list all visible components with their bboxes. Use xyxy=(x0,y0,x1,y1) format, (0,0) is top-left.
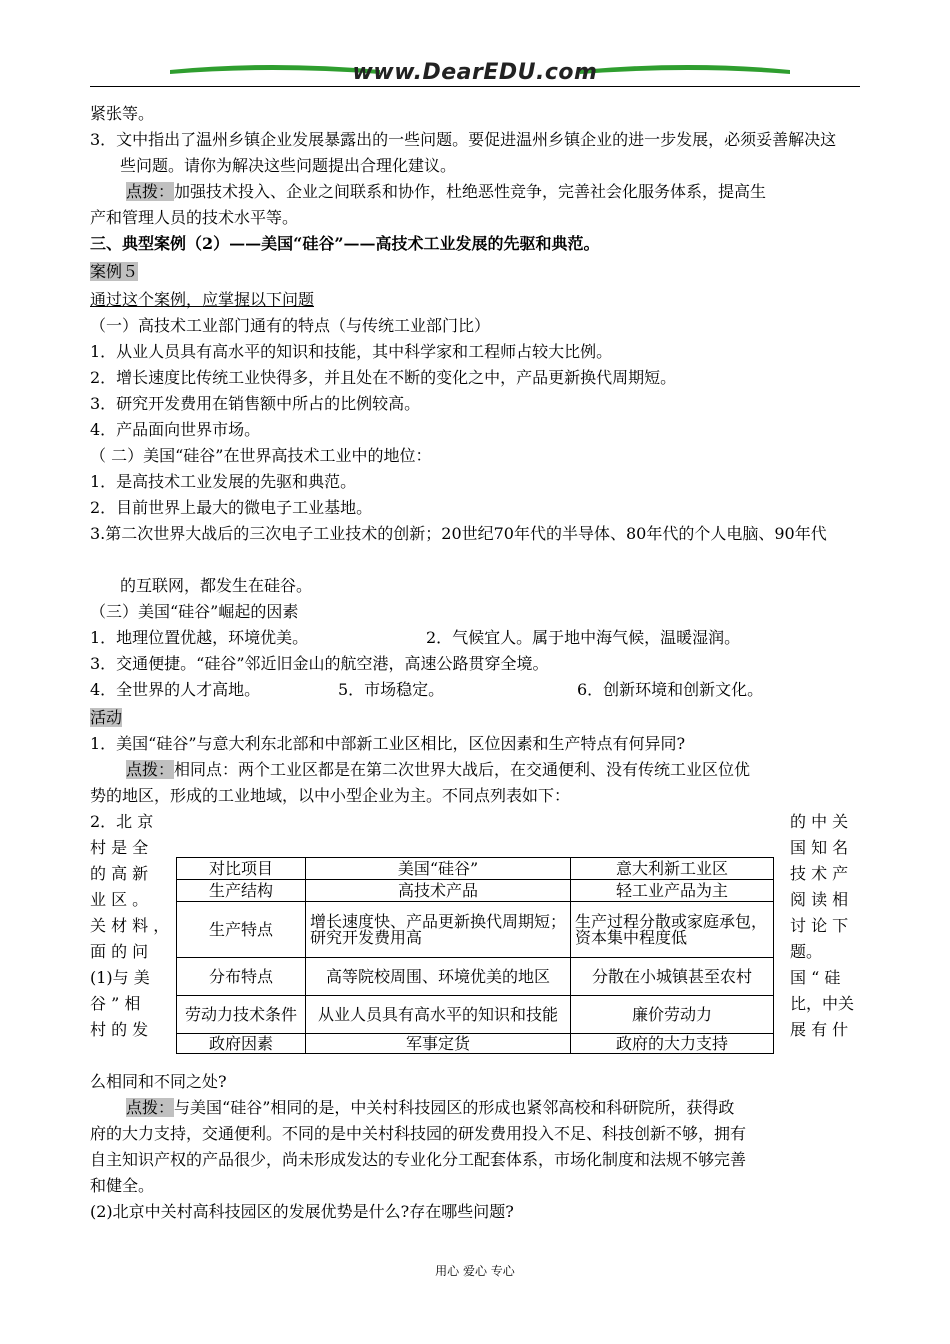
text-line: 府的大力支持，交通便利。不同的是中关村科技园的研发费用投入不足、科技创新不够，拥有 xyxy=(90,1124,747,1143)
text-line xyxy=(126,1098,734,1118)
table-cell: 增长速度快、产品更新换代周期短；研究开发费用高 xyxy=(306,902,571,958)
text-segment: 4．全世界的人才高地。 xyxy=(90,680,261,699)
table-row xyxy=(177,958,774,996)
header-logo[interactable]: www.DearEDU.com xyxy=(352,60,598,85)
text-segment: 2．气候宜人。属于地中海气候，温暖湿润。 xyxy=(426,628,741,647)
text-line: 势的地区，形成的工业地域，以中小型企业为主。不同点列表如下： xyxy=(90,786,571,805)
text-line xyxy=(126,760,750,780)
table-cell: 生产过程分散或家庭承包，资本集中程度低 xyxy=(571,902,774,958)
table-cell: 政府的大力支持 xyxy=(571,1034,774,1054)
activity-label xyxy=(90,708,122,728)
table-row xyxy=(177,880,774,902)
table-row xyxy=(177,902,774,958)
text-segment: 1．地理位置优越，环境优美。 xyxy=(90,628,309,647)
table-header-cell: 美国“硅谷” xyxy=(306,858,571,880)
table-cell: 生产结构 xyxy=(177,880,306,902)
hint-text: 与美国“硅谷”相同的是，中关村科技园区的形成也紧邻高校和科研院所，获得政 xyxy=(174,1098,735,1117)
text-line: 3.第二次世界大战后的三次电子工业技术的创新；20世纪70年代的半导体、80年代的个人电脑、90年代 xyxy=(90,524,827,543)
page-header xyxy=(90,56,860,92)
header-rule xyxy=(90,86,860,87)
text-line: 4．产品面向世界市场。 xyxy=(90,420,261,439)
text-line: 1．是高技术工业发展的先驱和典范。 xyxy=(90,472,357,491)
text-line: （三）美国“硅谷”崛起的因素 xyxy=(90,602,299,621)
activity-tag: 活动 xyxy=(90,708,123,727)
text-line: （一）高技术工业部门通有的特点（与传统工业部门比） xyxy=(90,316,491,335)
table-cell: 军事定货 xyxy=(306,1034,571,1054)
table-row xyxy=(177,1034,774,1054)
hint-text: 相同点：两个工业区都是在第二次世界大战后，在交通便利、没有传统工业区位优 xyxy=(174,760,751,779)
text-line: 2．增长速度比传统工业快得多，并且处在不断的变化之中，产品更新换代周期短。 xyxy=(90,368,677,387)
text-segment: 5．市场稳定。 xyxy=(338,680,445,699)
table-cell: 从业人员具有高水平的知识和技能 xyxy=(306,996,571,1034)
hint-tag: 点拨： xyxy=(126,182,175,201)
table-header-cell: 意大利新工业区 xyxy=(571,858,774,880)
table-header-cell: 对比项目 xyxy=(177,858,306,880)
text-line: 2．目前世界上最大的微电子工业基地。 xyxy=(90,498,373,517)
text-line: 产和管理人员的技术水平等。 xyxy=(90,208,299,227)
hint-tag: 点拨： xyxy=(126,760,175,779)
text-line: 的互联网，都发生在硅谷。 xyxy=(120,576,313,595)
table-cell: 政府因素 xyxy=(177,1034,306,1054)
left-wrap-text: 2．北 京 村 是 全 的 高 新 业 区 。 关 材 料 ， 面 的 问 (1)与 美 谷 ” 相 村 的 发 xyxy=(90,812,170,1039)
table-row xyxy=(177,996,774,1034)
text-line: 3．研究开发费用在销售额中所占的比例较高。 xyxy=(90,394,421,413)
table-cell: 廉价劳动力 xyxy=(571,996,774,1034)
section-heading: 三、典型案例（2）——美国“硅谷”——高技术工业发展的先驱和典范。 xyxy=(90,234,600,253)
table-cell: 高等院校周围、环境优美的地区 xyxy=(306,958,571,996)
text-line: 么相同和不同之处? xyxy=(90,1072,227,1091)
table-row xyxy=(177,858,774,880)
underlined-text: 通过这个案例，应掌握以下问题 xyxy=(90,290,315,309)
hint-tag: 点拨： xyxy=(126,1098,175,1117)
comparison-table xyxy=(176,857,774,1054)
page-footer: 用心 爱心 专心 xyxy=(435,1264,515,1278)
text-line xyxy=(126,182,766,202)
text-line: 些问题。请你为解决这些问题提出合理化建议。 xyxy=(120,156,457,175)
table-cell: 轻工业产品为主 xyxy=(571,880,774,902)
text-line: （ 二）美国“硅谷”在世界高技术工业中的地位： xyxy=(90,446,432,465)
hint-text: 加强技术投入、企业之间联系和协作，杜绝恶性竞争，完善社会化服务体系，提高生 xyxy=(174,182,767,201)
text-line: 1．从业人员具有高水平的知识和技能，其中科学家和工程师占较大比例。 xyxy=(90,342,613,361)
text-line: 1．美国“硅谷”与意大利东北部和中部新工业区相比，区位因素和生产特点有何异同? xyxy=(90,734,686,753)
table-cell: 分布特点 xyxy=(177,958,306,996)
text-line: 紧张等。 xyxy=(90,104,155,123)
case-tag: 案例５ xyxy=(90,262,139,281)
text-line xyxy=(90,628,860,648)
text-line: 和健全。 xyxy=(90,1176,155,1195)
text-line xyxy=(90,290,314,310)
text-line xyxy=(90,680,860,700)
table-cell: 分散在小城镇甚至农村 xyxy=(571,958,774,996)
table-cell: 生产特点 xyxy=(177,902,306,958)
text-segment: 6．创新环境和创新文化。 xyxy=(577,680,764,699)
text-line: 自主知识产权的产品很少，尚未形成发达的专业化分工配套体系，市场化制度和法规不够完善 xyxy=(90,1150,747,1169)
table-cell: 高技术产品 xyxy=(306,880,571,902)
case-label xyxy=(90,262,138,282)
table-cell: 劳动力技术条件 xyxy=(177,996,306,1034)
text-line: (2)北京中关村高科技园区的发展优势是什么?存在哪些问题? xyxy=(90,1202,514,1221)
text-line: 3．文中指出了温州乡镇企业发展暴露出的一些问题。要促进温州乡镇企业的进一步发展，必须妥善解决这 xyxy=(90,130,837,149)
text-line: 3．交通便捷。“硅谷”邻近旧金山的航空港，高速公路贯穿全境。 xyxy=(90,654,549,673)
right-wrap-text: 的 中 关 国 知 名 技 术 产 阅 读 相 讨 论 下 题。 国 “ 硅 比，中关 展 有 什 xyxy=(790,812,855,1039)
